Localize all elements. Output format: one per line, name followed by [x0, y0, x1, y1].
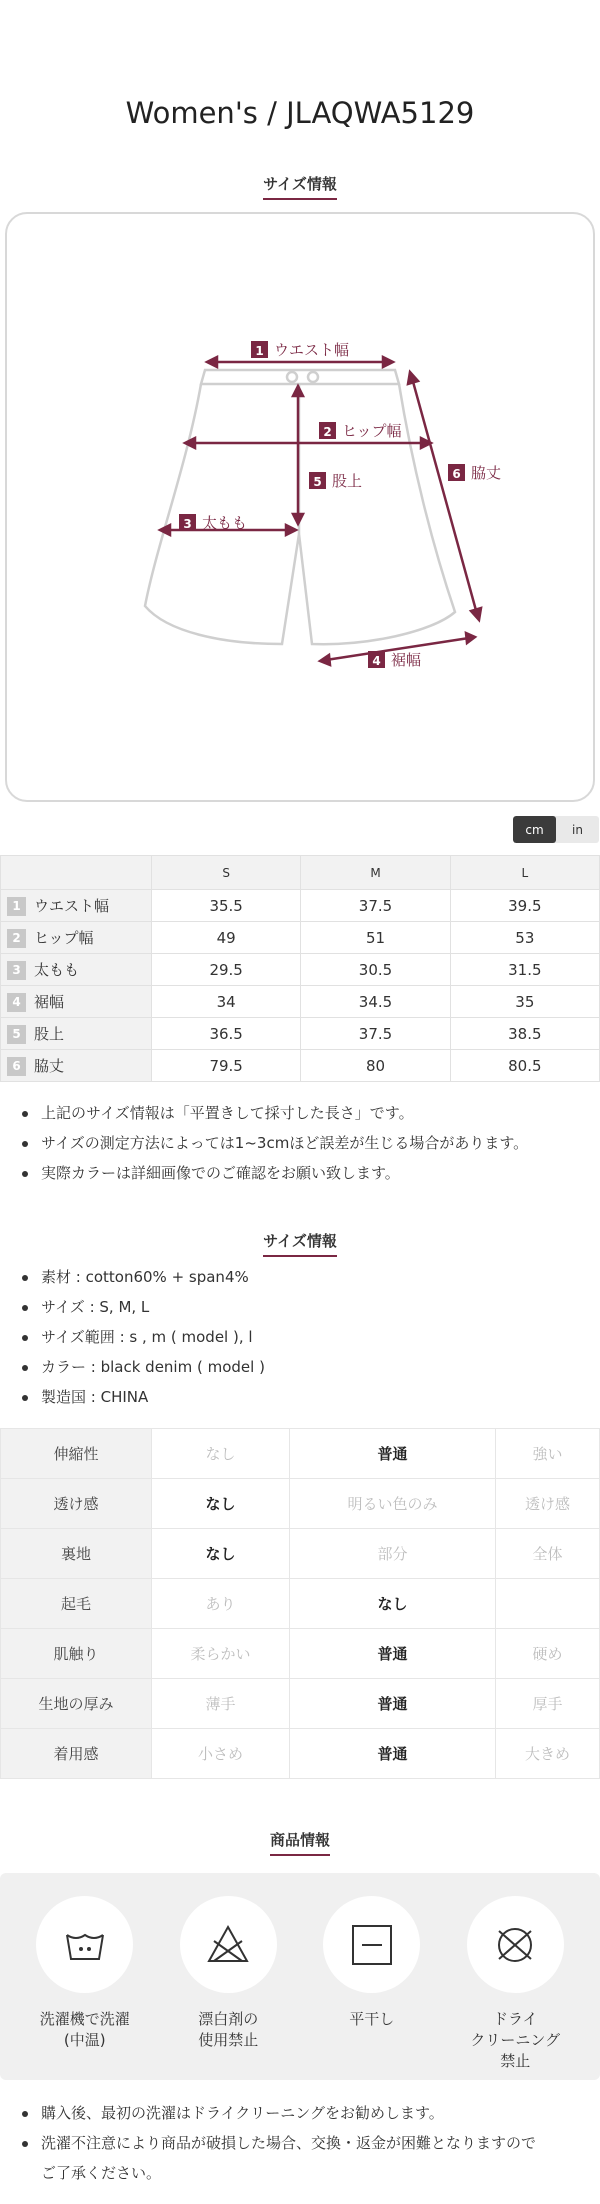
table-cell: 35 — [450, 986, 599, 1018]
care-notes-list — [22, 2098, 587, 2188]
fabric-row-label: 生地の厚み — [1, 1679, 152, 1729]
fabric-row-label: 裏地 — [1, 1529, 152, 1579]
table-row — [1, 1050, 600, 1082]
table-cell: 37.5 — [301, 1018, 450, 1050]
label-thigh: 太もも — [202, 514, 248, 532]
fabric-row-label: 肌触り — [1, 1629, 152, 1679]
list-item: 洗濯不注意により商品が破損した場合、交換・返金が困難となりますので ご了承ください。 — [22, 2128, 587, 2188]
table-row — [1, 1529, 600, 1579]
table-cell: 37.5 — [301, 890, 450, 922]
unit-toggle — [513, 816, 599, 843]
label-num-1: 1 — [255, 344, 264, 358]
row-num-badge: 2 — [7, 929, 26, 948]
row-label — [1, 1018, 152, 1050]
care-label: 洗濯機で洗濯 (中温) — [39, 2010, 130, 2049]
label-num-2: 2 — [323, 425, 332, 439]
table-row — [1, 922, 600, 954]
table-cell: 大きめ — [495, 1729, 599, 1779]
table-cell: 51 — [301, 922, 450, 954]
shorts-outline — [145, 370, 455, 644]
row-label — [1, 1050, 152, 1082]
table-cell: 硬め — [495, 1629, 599, 1679]
row-num-badge: 1 — [7, 897, 26, 916]
section-heading-size-info: サイズ情報 — [0, 173, 600, 200]
no-bleach-icon — [204, 1921, 252, 1969]
table-cell: 80 — [301, 1050, 450, 1082]
table-cell: 29.5 — [152, 954, 301, 986]
section-heading-product-info: 商品情報 — [0, 1829, 600, 1856]
row-label-text: 裾幅 — [34, 993, 65, 1011]
table-cell: 36.5 — [152, 1018, 301, 1050]
table-cell: 薄手 — [152, 1679, 290, 1729]
row-label-text: ヒップ幅 — [34, 929, 94, 947]
table-cell-selected: 普通 — [290, 1679, 496, 1729]
fabric-table — [0, 1428, 600, 1779]
size-header-s: S — [152, 856, 301, 890]
row-label-text: 太もも — [34, 961, 80, 979]
label-num-6: 6 — [452, 467, 461, 481]
list-item: 素材 : cotton60% + span4% — [22, 1262, 587, 1292]
row-num-badge: 4 — [7, 993, 26, 1012]
spec-list — [22, 1262, 587, 1412]
row-label — [1, 954, 152, 986]
list-item: 製造国 : CHINA — [22, 1382, 587, 1412]
size-header-l: L — [450, 856, 599, 890]
list-item: 実際カラーは詳細画像でのご確認をお願い致します。 — [22, 1158, 587, 1188]
table-cell: 80.5 — [450, 1050, 599, 1082]
size-table — [0, 855, 600, 1082]
table-row — [1, 1579, 600, 1629]
row-label — [1, 890, 152, 922]
table-cell: 31.5 — [450, 954, 599, 986]
table-cell: 79.5 — [152, 1050, 301, 1082]
table-row — [1, 890, 600, 922]
table-row — [1, 1479, 600, 1529]
table-cell-selected: 普通 — [290, 1629, 496, 1679]
list-item: カラー : black denim ( model ) — [22, 1352, 587, 1382]
fabric-row-label: 透け感 — [1, 1479, 152, 1529]
table-cell: 39.5 — [450, 890, 599, 922]
care-item — [313, 1873, 431, 2080]
care-label: 平干し — [349, 2010, 395, 2028]
label-num-5: 5 — [313, 475, 322, 489]
table-cell-selected: 普通 — [290, 1729, 496, 1779]
table-cell-selected: なし — [152, 1479, 290, 1529]
care-icon-circle — [36, 1896, 133, 1993]
fabric-row-label: 着用感 — [1, 1729, 152, 1779]
row-label — [1, 922, 152, 954]
table-cell-selected: なし — [290, 1579, 496, 1629]
size-notes-list — [22, 1098, 587, 1188]
table-row — [1, 1629, 600, 1679]
label-num-3: 3 — [183, 517, 192, 531]
size-table-header — [1, 856, 600, 890]
label-hem: 裾幅 — [391, 651, 422, 669]
diagram-labels — [179, 341, 501, 669]
washing-machine-icon — [61, 1921, 109, 1969]
care-label: 漂白剤の 使用禁止 — [198, 2010, 259, 2049]
label-rise: 股上 — [332, 472, 363, 490]
table-cell: 34 — [152, 986, 301, 1018]
table-cell: 柔らかい — [152, 1629, 290, 1679]
list-item: サイズの測定方法によっては1~3cmほど誤差が生じる場合があります。 — [22, 1128, 587, 1158]
care-icon-circle — [323, 1896, 420, 1993]
table-cell-selected: 普通 — [290, 1429, 496, 1479]
table-cell: 30.5 — [301, 954, 450, 986]
table-cell: 全体 — [495, 1529, 599, 1579]
unit-in-button[interactable]: in — [572, 822, 583, 837]
fabric-row-label: 起毛 — [1, 1579, 152, 1629]
table-cell: 部分 — [290, 1529, 496, 1579]
table-cell: 厚手 — [495, 1679, 599, 1729]
row-num-badge: 5 — [7, 1025, 26, 1044]
table-row — [1, 1429, 600, 1479]
care-item — [26, 1873, 144, 2080]
table-row — [1, 986, 600, 1018]
unit-cm-button[interactable]: cm — [513, 816, 556, 843]
list-item: サイズ : S, M, L — [22, 1292, 587, 1322]
table-cell: 49 — [152, 922, 301, 954]
size-diagram — [5, 212, 595, 802]
row-label-text: 股上 — [34, 1025, 65, 1043]
table-row — [1, 1018, 600, 1050]
measurement-lines — [160, 357, 481, 665]
label-waist: ウエスト幅 — [274, 341, 350, 359]
table-cell: 強い — [495, 1429, 599, 1479]
label-num-4: 4 — [372, 654, 381, 668]
row-num-badge: 3 — [7, 961, 26, 980]
no-dry-clean-icon — [491, 1921, 539, 1969]
page-title: Women's / JLAQWA5129 — [125, 96, 475, 130]
table-cell — [495, 1579, 599, 1629]
row-num-badge: 6 — [7, 1057, 26, 1076]
size-header-blank — [1, 856, 152, 890]
care-item — [169, 1873, 287, 2080]
section-heading-size-info-2: サイズ情報 — [0, 1230, 600, 1257]
shorts-diagram-svg — [7, 214, 597, 804]
care-instructions — [0, 1873, 600, 2080]
table-row — [1, 1679, 600, 1729]
table-cell: 53 — [450, 922, 599, 954]
row-label-text: ウエスト幅 — [34, 897, 110, 915]
size-header-m: M — [301, 856, 450, 890]
table-row — [1, 1729, 600, 1779]
label-hip: ヒップ幅 — [342, 422, 402, 440]
care-icon-circle — [180, 1896, 277, 1993]
table-cell: なし — [152, 1429, 290, 1479]
table-cell: 35.5 — [152, 890, 301, 922]
table-row — [1, 954, 600, 986]
care-label: ドライ クリーニング 禁止 — [470, 2010, 561, 2070]
table-cell-selected: なし — [152, 1529, 290, 1579]
list-item: 上記のサイズ情報は「平置きして採寸した長さ」です。 — [22, 1098, 587, 1128]
care-item — [456, 1873, 574, 2080]
row-label — [1, 986, 152, 1018]
list-item: サイズ範囲 : s , m ( model ), l — [22, 1322, 587, 1352]
table-cell: 小さめ — [152, 1729, 290, 1779]
table-cell: あり — [152, 1579, 290, 1629]
table-cell: 34.5 — [301, 986, 450, 1018]
table-cell: 明るい色のみ — [290, 1479, 496, 1529]
list-item: 購入後、最初の洗濯はドライクリーニングをお勧めします。 — [22, 2098, 587, 2128]
fabric-row-label: 伸縮性 — [1, 1429, 152, 1479]
table-cell: 38.5 — [450, 1018, 599, 1050]
dry-flat-icon — [348, 1921, 396, 1969]
care-icon-circle — [467, 1896, 564, 1993]
row-label-text: 脇丈 — [34, 1057, 65, 1075]
label-length: 脇丈 — [471, 464, 502, 482]
table-cell: 透け感 — [495, 1479, 599, 1529]
